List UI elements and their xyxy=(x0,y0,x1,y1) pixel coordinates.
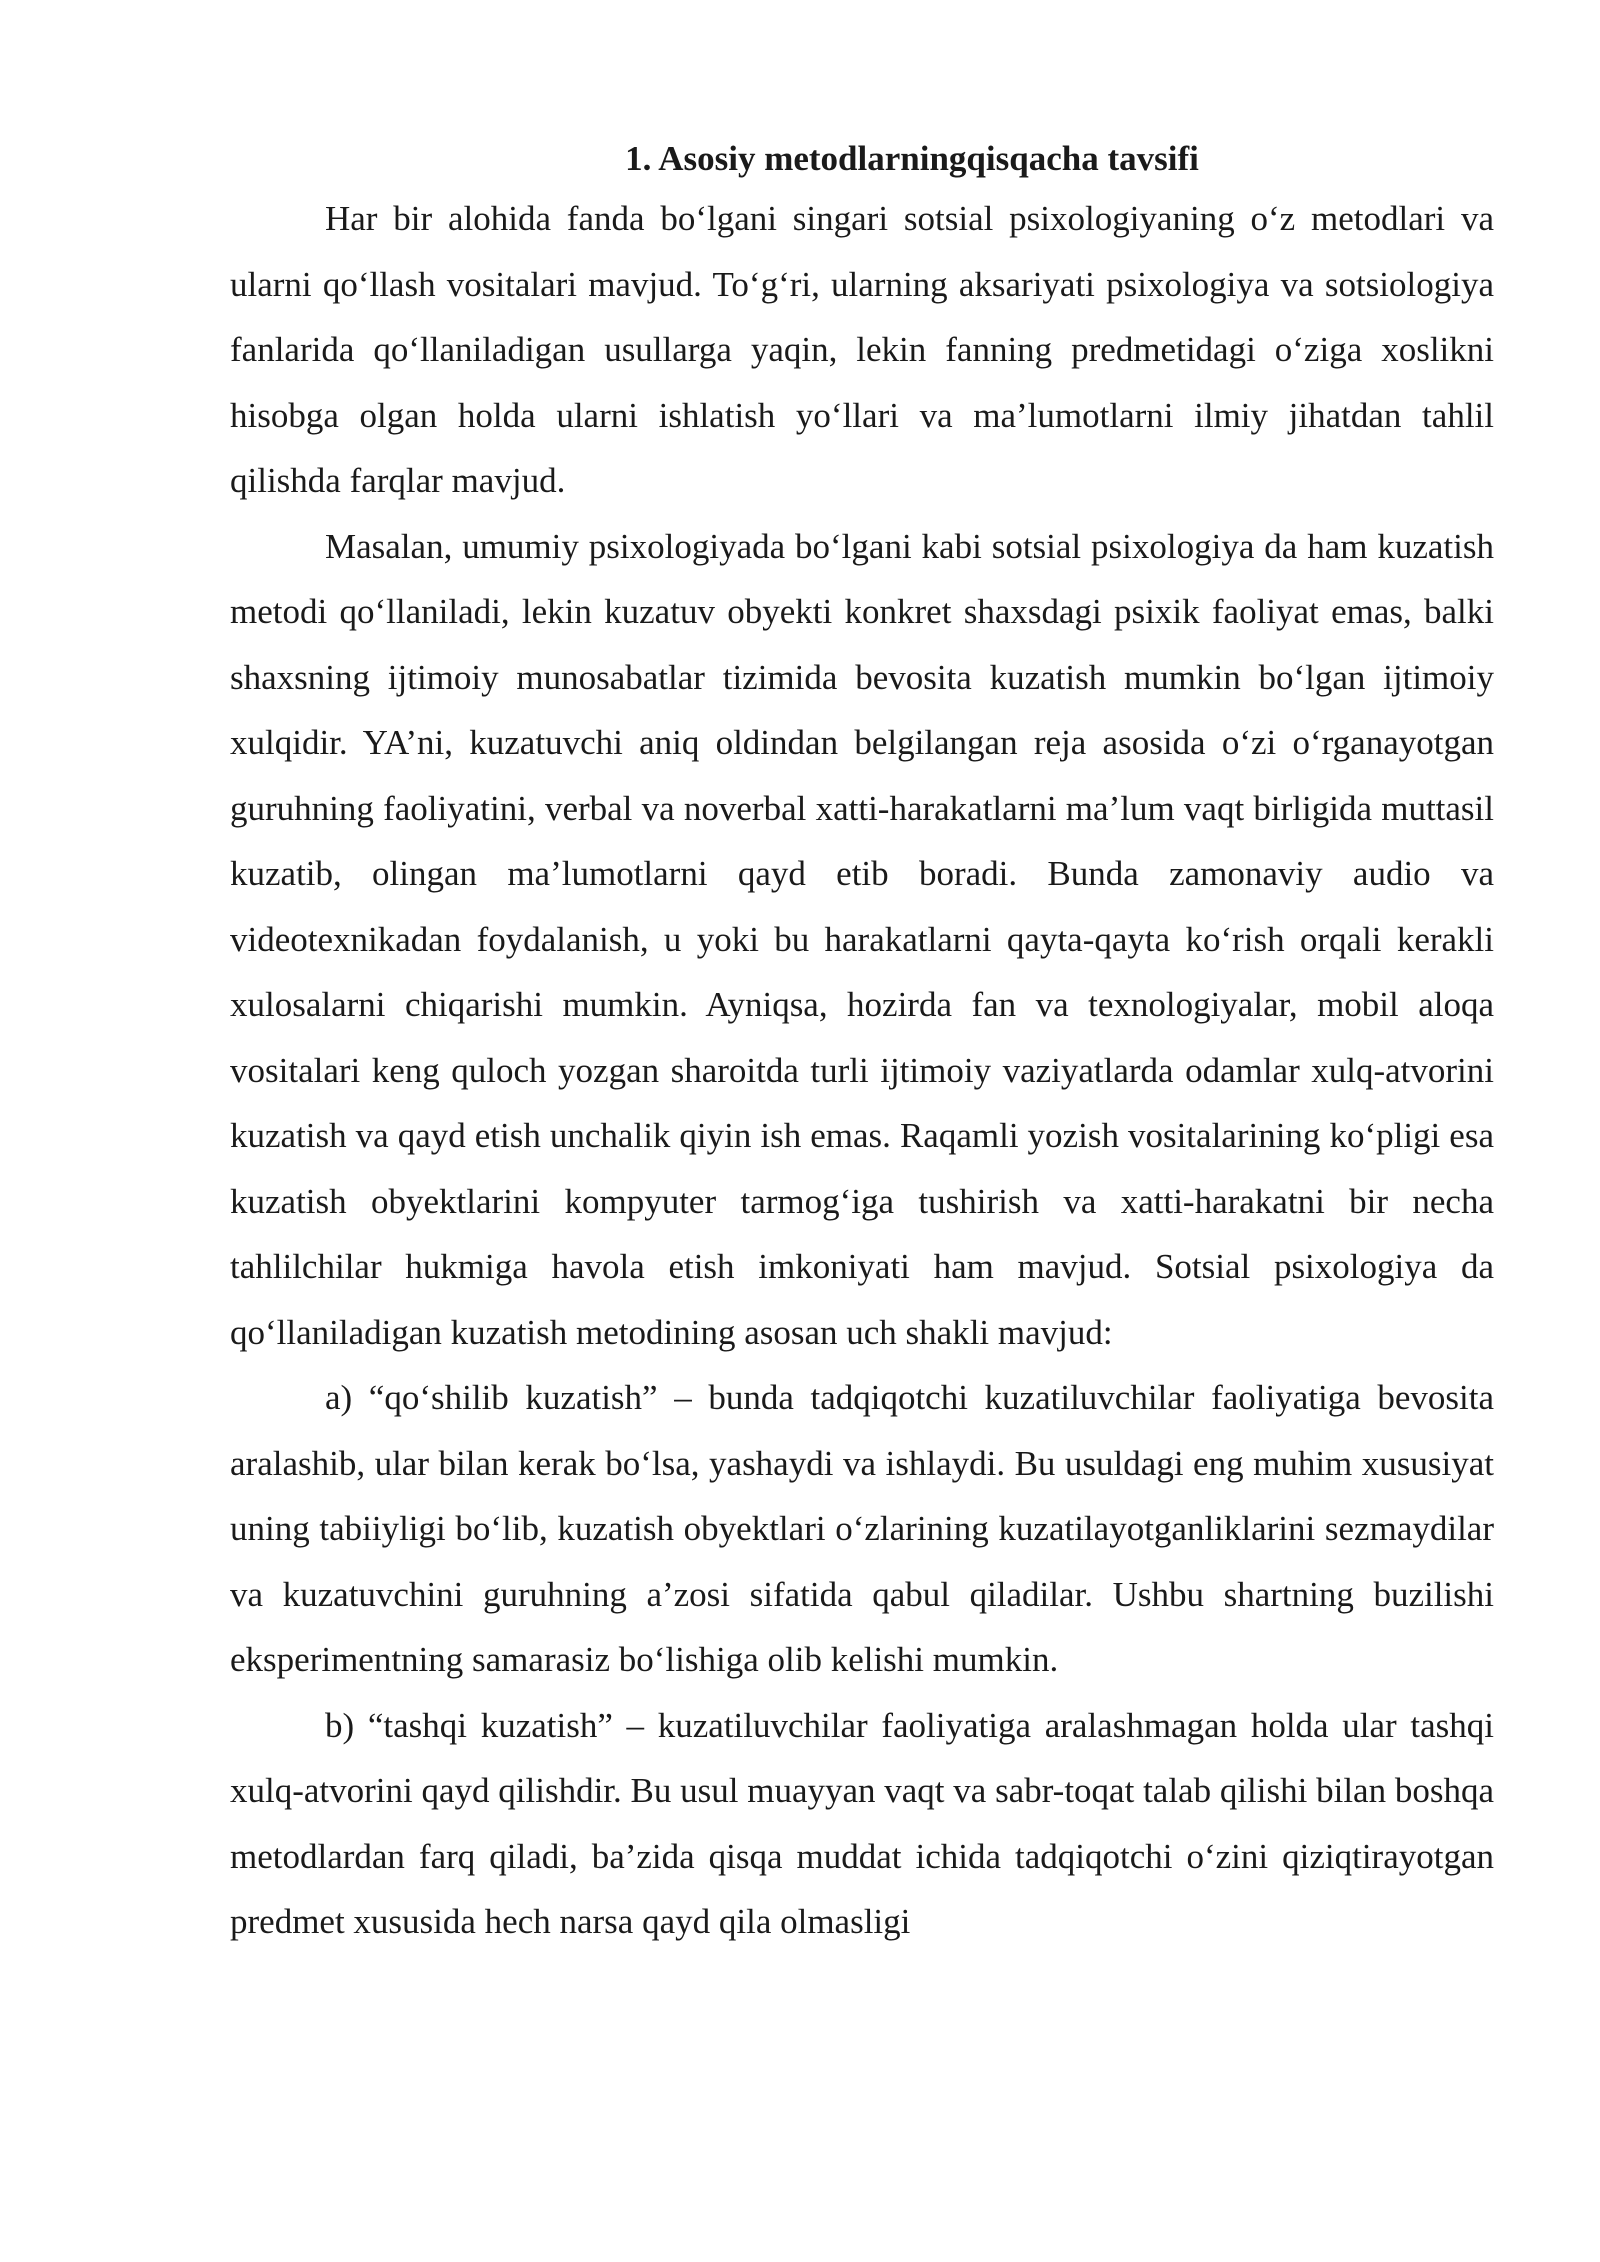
paragraph-participant-observation: a) “qo‘shilib kuzatish” – bunda tadqiqotchi kuzatiluvchilar faoliyatiga bevosita aralashib, ular bilan kerak bo‘lsa, yashaydi va ishlaydi. Bu usuldagi eng muhim xususiyat uning tabiiyligi bo‘lib, kuzatish obyektlari o‘zlarining kuzatilayotganliklarini sezmaydilar va kuzatuvchini guruhning a’zosi sifatida qabul qiladilar. Ushbu shartning buzilishi eksperimentning samarasiz bo‘lishiga olib kelishi mumkin. xyxy=(230,1378,1494,1679)
section-title: 1. Asosiy metodlarningqisqacha tavsifi xyxy=(625,139,1199,178)
paragraph-intro: Har bir alohida fanda bo‘lgani singari sotsial psixologiyaning o‘z metodlari va ularni qo‘llash vositalari mavjud. To‘g‘ri, ularning aksariyati psixologiya va sotsiologiya fanlarida qo‘llaniladigan usullarga yaqin, lekin fanning predmetidagi o‘ziga xoslikni hisobga olgan holda ularni ishlatish yo‘llari va ma’lumotlarni ilmiy jihatdan tahlil qilishda farqlar mavjud. xyxy=(230,199,1494,500)
document-page xyxy=(230,132,1494,1955)
paragraph-observation-method: Masalan, umumiy psixologiyada bo‘lgani kabi sotsial psixologiya da ham kuzatish metodi qo‘llaniladi, lekin kuzatuv obyekti konkret shaxsdagi psixik faoliyat emas, balki shaxsning ijtimoiy munosabatlar tizimida bevosita kuzatish mumkin bo‘lgan ijtimoiy xulqidir. YA’ni, kuzatuvchi aniq oldindan belgilangan reja asosida o‘zi o‘rganayotgan guruhning faoliyatini, verbal va noverbal xatti-harakatlarni ma’lum vaqt birligida muttasil kuzatib, olingan ma’lumotlarni qayd etib boradi. Bunda zamonaviy audio va videotexnikadan foydalanish, u yoki bu harakatlarni qayta-qayta ko‘rish orqali kerakli xulosalarni chiqarishi mumkin. Ayniqsa, hozirda fan va texnologiyalar, mobil aloqa vositalari keng quloch yozgan sharoitda turli ijtimoiy vaziyatlarda odamlar xulq-atvorini kuzatish va qayd etish unchalik qiyin ish emas. Raqamli yozish vositalarining ko‘pligi esa kuzatish obyektlarini kompyuter tarmog‘iga tushirish va xatti-harakatni bir necha tahlilchilar hukmiga havola etish imkoniyati ham mavjud. Sotsial psixologiya da qo‘llaniladigan kuzatish metodining asosan uch shakli mavjud: xyxy=(230,526,1494,1352)
paragraph-external-observation: b) “tashqi kuzatish” – kuzatiluvchilar faoliyatiga aralashmagan holda ular tashqi xulq-atvorini qayd qilishdir. Bu usul muayyan vaqt va sabr-toqat talab qilishi bilan boshqa metodlardan farq qiladi, ba’zida qisqa muddat ichida tadqiqotchi o‘zini qiziqtirayotgan predmet xususida hech narsa qayd qila olmasligi xyxy=(230,1705,1494,1941)
